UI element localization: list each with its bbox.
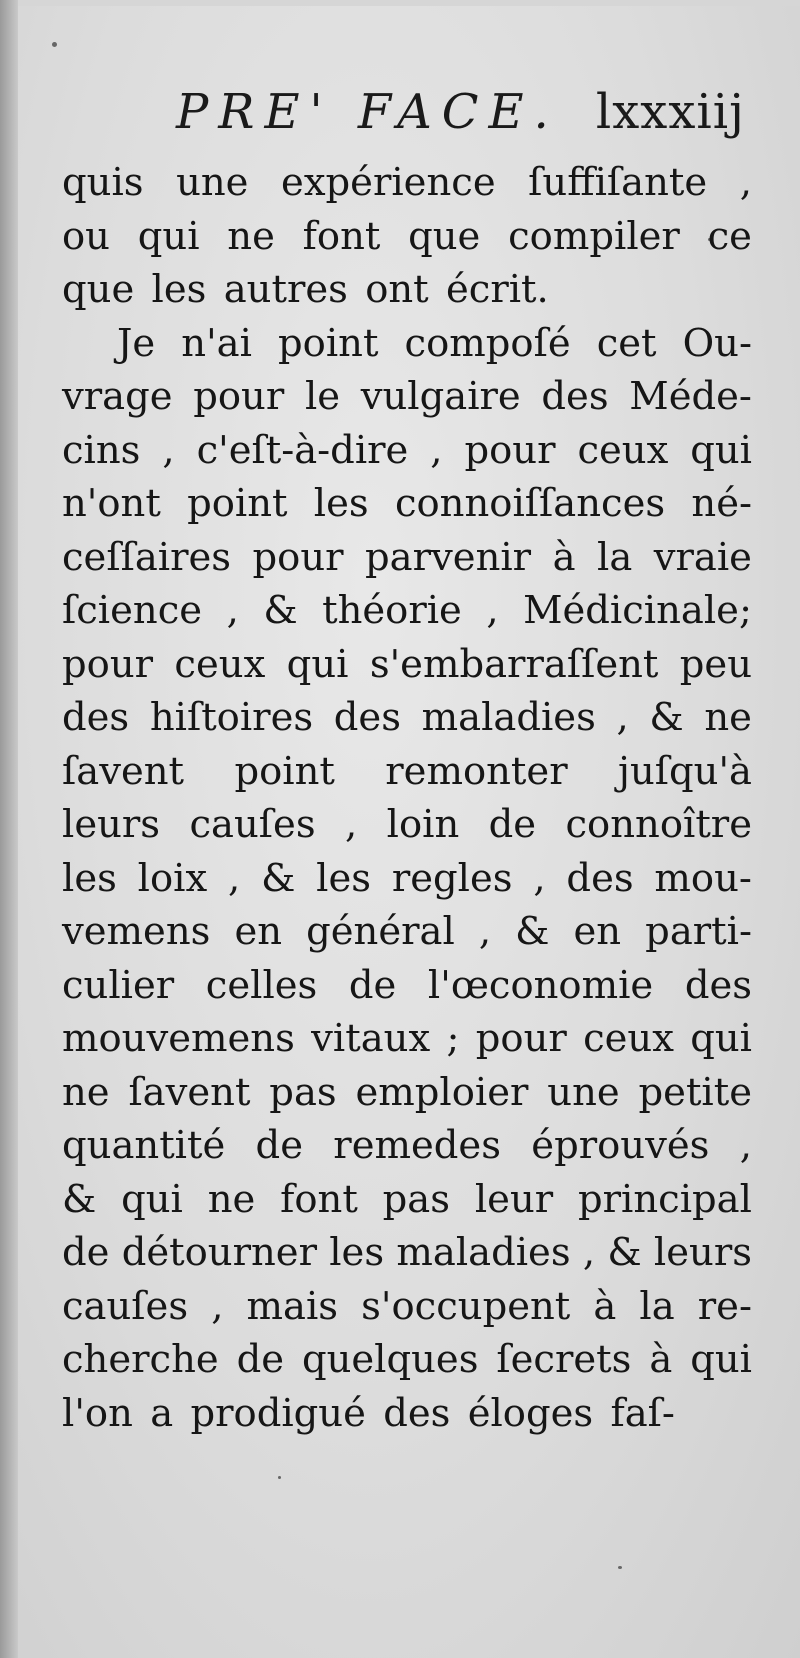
text-line <box>62 1119 752 1173</box>
text-word: peu <box>679 641 752 687</box>
text-word: juſqu'à <box>618 748 752 794</box>
text-line <box>62 263 752 317</box>
book-page <box>18 6 800 1658</box>
text-word: des <box>383 1390 451 1436</box>
text-word: qui <box>690 427 752 473</box>
text-line <box>62 531 752 585</box>
text-word: vrage <box>62 374 173 419</box>
text-word: né- <box>691 481 752 526</box>
text-word: vraie <box>653 534 752 580</box>
text-word: , <box>211 1283 224 1329</box>
text-word: détourner <box>121 1230 317 1275</box>
text-word: connoiſſances <box>394 481 666 526</box>
text-word: mais <box>246 1283 339 1329</box>
text-word: théorie <box>322 588 462 633</box>
text-word: ceux <box>577 427 669 473</box>
text-word: pour <box>475 1016 567 1061</box>
text-word: , <box>478 909 492 954</box>
text-word: leur <box>474 1176 554 1222</box>
text-word: emploier <box>355 1069 529 1115</box>
text-word: autres <box>223 267 348 312</box>
text-word: ne <box>704 695 752 740</box>
text-word: éprouvés <box>531 1123 710 1168</box>
text-word: remedes <box>333 1123 501 1168</box>
text-line <box>62 905 752 959</box>
text-word: point <box>278 320 379 366</box>
text-word: pas <box>269 1069 337 1115</box>
text-word: en <box>234 909 283 954</box>
text-line <box>62 852 752 906</box>
page-number: lxxxiij <box>595 84 745 140</box>
text-word: , <box>616 695 629 740</box>
text-line <box>62 1387 752 1441</box>
text-word: l'on <box>62 1390 133 1436</box>
page-edge-shadow <box>0 0 18 1658</box>
text-word: , <box>162 427 175 473</box>
text-word: , <box>430 427 443 473</box>
text-word: font <box>280 1176 358 1222</box>
text-word: faſ- <box>610 1390 675 1436</box>
text-word: cet <box>596 320 657 366</box>
text-word: mouvemens <box>62 1016 295 1061</box>
text-word: ne <box>227 213 275 259</box>
text-line <box>62 691 752 745</box>
text-word: général <box>306 909 455 954</box>
text-word: , <box>582 1230 596 1275</box>
text-line <box>62 370 752 424</box>
text-word: des <box>62 695 130 740</box>
text-word: n'ai <box>181 320 252 366</box>
text-word: ſecrets <box>496 1337 632 1382</box>
text-word: & <box>515 909 550 954</box>
text-word: ſavent <box>62 748 185 794</box>
text-word: & <box>649 695 684 740</box>
text-word: parvenir <box>365 534 532 580</box>
text-word: c'eſt-à-dire <box>196 427 409 473</box>
text-word: celles <box>205 962 318 1008</box>
text-line <box>62 1333 752 1387</box>
text-word: des <box>541 374 609 419</box>
text-word: petite <box>638 1069 752 1115</box>
text-word: la <box>639 1283 675 1329</box>
text-word: s'embarraſſent <box>369 641 659 687</box>
text-word: qui <box>286 641 349 687</box>
text-word: parti- <box>645 909 752 954</box>
text-word: une <box>547 1069 620 1115</box>
text-word: quis <box>62 160 144 205</box>
text-line <box>62 210 752 264</box>
text-word: les <box>316 855 372 901</box>
text-line <box>62 1012 752 1066</box>
text-word: regles <box>391 855 513 901</box>
text-word: n'ont <box>62 481 161 526</box>
text-word: pour <box>193 374 285 419</box>
text-word: culier <box>62 962 175 1008</box>
text-word: compoſé <box>404 320 571 366</box>
text-word: qui <box>121 1176 183 1222</box>
text-word: pour <box>62 641 154 687</box>
text-word: ceux <box>583 1016 674 1061</box>
text-word: que <box>408 213 481 259</box>
text-word: , <box>226 588 239 633</box>
text-word: , <box>533 855 546 901</box>
text-line <box>62 424 752 478</box>
text-word: font <box>302 213 381 259</box>
text-word: expérience <box>281 160 496 205</box>
text-word: écrit. <box>445 267 549 312</box>
text-word: compiler <box>508 213 680 259</box>
text-word: pour <box>464 427 556 473</box>
text-word: quantité <box>62 1123 226 1168</box>
text-word: ſcience <box>62 588 203 633</box>
text-word: Ou- <box>682 320 752 366</box>
text-line <box>62 317 752 371</box>
text-word: & <box>263 588 298 633</box>
page-header <box>18 84 745 154</box>
text-line <box>62 156 752 210</box>
text-word: des <box>566 855 634 901</box>
text-word: les <box>151 267 207 312</box>
text-word: ont <box>365 267 429 312</box>
text-word: à <box>649 1337 673 1382</box>
running-title: PRE' FACE. <box>176 84 559 140</box>
text-word: cins <box>62 427 141 473</box>
text-word: qui <box>137 213 200 259</box>
text-word: les <box>62 855 117 901</box>
text-word: loix <box>137 855 208 901</box>
body-text <box>62 156 752 1440</box>
text-word: Méde- <box>629 374 752 419</box>
text-word: , <box>228 855 241 901</box>
text-word: pour <box>252 534 344 580</box>
text-word: connoître <box>565 802 752 847</box>
text-line <box>62 584 752 638</box>
text-word: , <box>344 802 358 847</box>
text-line <box>62 959 752 1013</box>
text-word: principal <box>577 1176 752 1222</box>
text-word: Je <box>117 320 156 366</box>
text-word: une <box>176 160 249 205</box>
text-word: ceux <box>174 641 266 687</box>
text-word: cauſes <box>62 1283 189 1329</box>
text-word: leurs <box>62 802 161 847</box>
text-word: point <box>187 481 288 526</box>
text-word: de <box>488 802 537 847</box>
text-word: & <box>62 1176 97 1222</box>
text-word: , <box>739 160 752 205</box>
text-word: les <box>329 1230 385 1275</box>
text-line <box>62 798 752 852</box>
text-word: prodigué <box>190 1390 366 1436</box>
text-line <box>62 1226 752 1280</box>
text-word: ou <box>62 213 110 259</box>
text-word: s'occupent <box>361 1283 571 1329</box>
text-line <box>62 638 752 692</box>
text-word: ſavent <box>128 1069 251 1115</box>
text-word: ce <box>707 213 752 259</box>
text-word: des <box>684 962 752 1008</box>
text-word: de <box>348 962 397 1008</box>
text-word: ne <box>207 1176 256 1222</box>
text-word: de <box>62 1230 110 1275</box>
text-word: cauſes <box>189 802 316 847</box>
text-word: re- <box>697 1283 752 1329</box>
text-line <box>62 1280 752 1334</box>
text-word: ceſſaires <box>62 534 232 580</box>
text-word: & <box>607 1230 642 1275</box>
text-word: , <box>486 588 499 633</box>
text-line <box>62 745 752 799</box>
text-word: les <box>313 481 369 526</box>
text-word: quelques <box>301 1337 479 1382</box>
text-word: que <box>62 267 135 312</box>
text-word: ne <box>62 1069 110 1115</box>
text-word: de <box>236 1337 285 1382</box>
text-word: des <box>333 695 401 740</box>
text-word: l'œconomie <box>427 962 654 1008</box>
text-word: , <box>739 1123 752 1168</box>
text-word: à <box>593 1283 617 1329</box>
text-word: à <box>552 534 576 580</box>
text-word: qui <box>690 1016 752 1061</box>
text-word: éloges <box>467 1390 594 1436</box>
text-word: a <box>150 1390 174 1436</box>
text-word: vemens <box>62 909 211 954</box>
text-word: hiſtoires <box>149 695 314 740</box>
text-word: maladies <box>421 695 596 740</box>
text-word: ſuffiſante <box>528 160 708 205</box>
text-word: remonter <box>385 748 568 794</box>
text-word: le <box>304 374 341 419</box>
text-word: pas <box>382 1176 451 1222</box>
text-word: cherche <box>62 1337 219 1382</box>
text-word: qui <box>690 1337 752 1382</box>
text-word: mou- <box>654 855 752 901</box>
text-line <box>62 1173 752 1227</box>
text-word: ; <box>446 1016 460 1061</box>
text-word: de <box>255 1123 303 1168</box>
text-word: en <box>573 909 622 954</box>
text-word: loin <box>386 802 460 847</box>
text-word: maladies <box>396 1230 571 1275</box>
text-word: vulgaire <box>360 374 521 419</box>
text-word: point <box>234 748 335 794</box>
text-word: & <box>261 855 296 901</box>
text-word: Médicinale; <box>523 588 752 633</box>
text-word: la <box>597 534 633 580</box>
text-word: leurs <box>653 1230 752 1275</box>
text-line <box>62 477 752 531</box>
text-word: vitaux <box>311 1016 431 1061</box>
text-line <box>62 1066 752 1120</box>
